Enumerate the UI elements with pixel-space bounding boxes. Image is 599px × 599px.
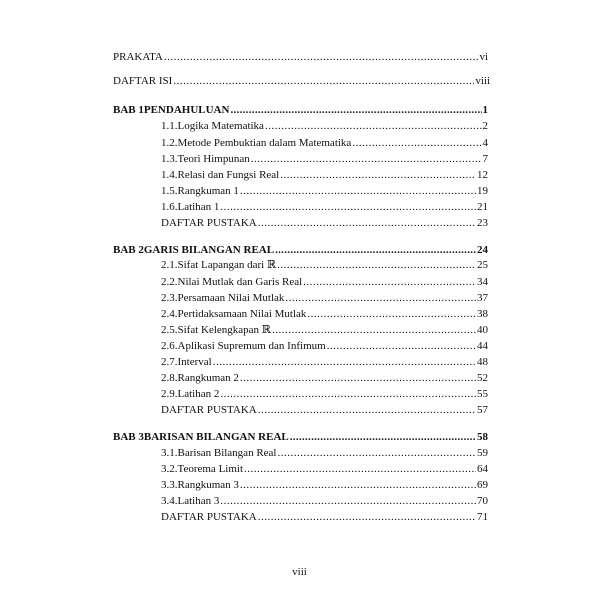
section-page: 25 <box>477 259 488 271</box>
toc-section <box>161 323 488 337</box>
toc-section <box>161 478 488 492</box>
section-title: Sifat Lapangan dari ℝ <box>177 259 277 271</box>
section-title: Teorema Limit <box>177 463 244 475</box>
section-number: 2.9. <box>161 388 178 400</box>
section-page: 70 <box>477 495 488 507</box>
section-number: 2.6. <box>161 340 178 352</box>
section-title: Metode Pembuktian dalam Matematika <box>177 137 352 149</box>
section-number: 2.8. <box>161 372 178 384</box>
section-number: 1.5. <box>161 185 178 197</box>
section-number: 1.3. <box>161 153 178 165</box>
toc-section <box>161 258 488 272</box>
toc-entry-page: viii <box>475 75 490 87</box>
section-page: 19 <box>477 185 488 197</box>
toc-section <box>161 291 488 305</box>
section-title: Rangkuman 3 <box>177 479 239 491</box>
section-number: 2.5. <box>161 324 178 336</box>
references-title: DAFTAR PUSTAKA <box>161 217 257 229</box>
section-page: 38 <box>477 308 488 320</box>
toc-section <box>161 200 488 214</box>
toc-chapter-3 <box>113 430 488 444</box>
section-number: 1.6. <box>161 201 178 213</box>
section-number: 3.4. <box>161 495 178 507</box>
section-page: 64 <box>477 463 488 475</box>
section-title: Relasi dan Fungsi Real <box>177 169 280 181</box>
chapter-label: BAB 2 <box>113 244 144 256</box>
section-number: 2.7. <box>161 356 178 368</box>
toc-section <box>161 355 488 369</box>
section-page: 2 <box>482 120 488 132</box>
section-title: Sifat Kelengkapan ℝ <box>177 324 271 336</box>
toc-section <box>161 462 488 476</box>
section-title: Nilai Mutlak dan Garis Real <box>177 276 303 288</box>
section-title: Latihan 3 <box>177 495 220 507</box>
toc-section <box>161 387 488 401</box>
chapter-title: BARISAN BILANGAN REAL <box>143 431 289 443</box>
toc-references <box>161 216 488 230</box>
references-title: DAFTAR PUSTAKA <box>161 511 257 523</box>
section-title: Aplikasi Supremum dan Infimum <box>177 340 326 352</box>
section-number: 2.3. <box>161 292 178 304</box>
section-number: 1.2. <box>161 137 178 149</box>
references-page: 23 <box>477 217 488 229</box>
section-number: 2.1. <box>161 259 178 271</box>
toc-chapter-1 <box>113 103 488 117</box>
section-page: 34 <box>477 276 488 288</box>
toc-section <box>161 307 488 321</box>
toc-chapter-2 <box>113 243 488 257</box>
chapter-title: GARIS BILANGAN REAL <box>143 244 275 256</box>
toc-section <box>161 136 488 150</box>
toc-section <box>161 339 488 353</box>
toc-section <box>161 168 488 182</box>
chapter-page: 58 <box>477 431 488 443</box>
section-title: Pertidaksamaan Nilai Mutlak <box>177 308 307 320</box>
section-page: 40 <box>477 324 488 336</box>
section-number: 2.4. <box>161 308 178 320</box>
section-number: 3.1. <box>161 447 178 459</box>
toc-references <box>161 403 488 417</box>
toc-section <box>161 119 488 133</box>
section-title: Persamaan Nilai Mutlak <box>177 292 285 304</box>
chapter-page: 1 <box>482 104 488 116</box>
references-page: 57 <box>477 404 488 416</box>
chapter-title: PENDAHULUAN <box>143 104 230 116</box>
section-number: 3.2. <box>161 463 178 475</box>
section-title: Logika Matematika <box>177 120 264 132</box>
toc-entry-daftar-isi <box>113 74 490 88</box>
section-title: Teori Himpunan <box>177 153 250 165</box>
section-page: 69 <box>477 479 488 491</box>
toc-entry-title: DAFTAR ISI <box>113 75 173 87</box>
toc-entry-title: PRAKATA <box>113 51 163 63</box>
references-page: 71 <box>477 511 488 523</box>
section-page: 44 <box>477 340 488 352</box>
toc-entry-page: vi <box>479 51 488 63</box>
section-number: 3.3. <box>161 479 178 491</box>
references-title: DAFTAR PUSTAKA <box>161 404 257 416</box>
section-number: 1.4. <box>161 169 178 181</box>
section-title: Barisan Bilangan Real <box>177 447 277 459</box>
toc-section <box>161 184 488 198</box>
section-page: 7 <box>482 153 488 165</box>
section-number: 1.1. <box>161 120 178 132</box>
section-title: Latihan 1 <box>177 201 220 213</box>
toc-entry-prakata <box>113 50 488 64</box>
section-page: 21 <box>477 201 488 213</box>
section-title: Latihan 2 <box>177 388 220 400</box>
section-page: 59 <box>477 447 488 459</box>
toc-section <box>161 275 488 289</box>
section-page: 37 <box>477 292 488 304</box>
chapter-page: 24 <box>477 244 488 256</box>
section-page: 4 <box>482 137 488 149</box>
section-title: Rangkuman 1 <box>177 185 239 197</box>
section-page: 12 <box>477 169 488 181</box>
section-number: 2.2. <box>161 276 178 288</box>
chapter-label: BAB 1 <box>113 104 144 116</box>
toc-section <box>161 371 488 385</box>
toc-section <box>161 446 488 460</box>
page-number-footer: viii <box>292 566 307 578</box>
section-page: 48 <box>477 356 488 368</box>
section-page: 55 <box>477 388 488 400</box>
section-title: Interval <box>177 356 212 368</box>
section-title: Rangkuman 2 <box>177 372 239 384</box>
chapter-label: BAB 3 <box>113 431 144 443</box>
toc-section <box>161 152 488 166</box>
section-page: 52 <box>477 372 488 384</box>
toc-references <box>161 510 488 524</box>
toc-section <box>161 494 488 508</box>
